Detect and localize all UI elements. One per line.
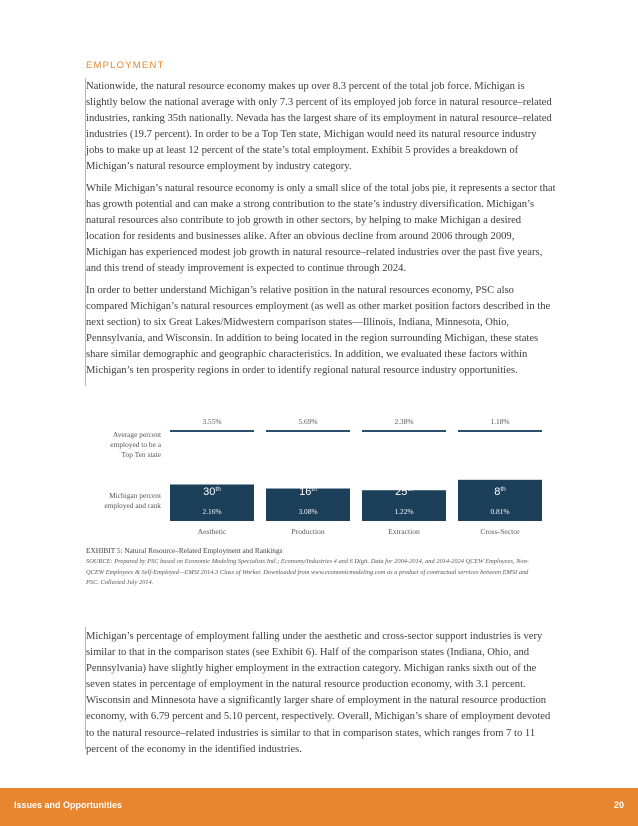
rank-label: 25th bbox=[395, 486, 413, 498]
exhibit-caption: EXHIBIT 5: Natural Resource–Related Employment and Rankings bbox=[86, 546, 283, 555]
rank-label: 8th bbox=[494, 486, 506, 498]
category-label: Cross-Sector bbox=[480, 527, 520, 536]
footer-section-title: Issues and Opportunities bbox=[14, 800, 123, 810]
rank-label: 16th bbox=[299, 486, 317, 498]
michigan-value-label: 2.16% bbox=[202, 507, 222, 516]
exhibit-source: SOURCE: Prepared by PSC based on Economic Modeling Specialists Intl.; Economy/Industries 4 and 6 Digit. Data for 2004-2014, and 2014-2024 QCEW Employees, Non-QCEW Employees & Self-Employed—EMSI 2014.3 Class of Worker. Downloaded from www.economicmodeling.com as a product of contractual services between EMSI and PSC. Collected July 2014. bbox=[86, 558, 529, 586]
category-label: Production bbox=[291, 527, 325, 536]
top-ten-line bbox=[362, 430, 446, 432]
row-label-top-ten: employed to be a bbox=[110, 440, 161, 449]
row-label-top-ten: Average percent bbox=[112, 430, 161, 439]
top-ten-line bbox=[266, 430, 350, 432]
top-ten-value-label: 5.69% bbox=[298, 417, 318, 426]
paragraph-1: Nationwide, the natural resource economy makes up over 8.3 percent of the total job force. Michigan is slightly below the national average with only 7.3 percent of its employed job force in natural resource–related industries, ranking 35th nationally. Nevada has the largest share of its employment in natural resource–related industries (19.7 percent). In order to be a Top Ten state, Michigan would need its natural resource industry jobs to make up at least 12 percent of the state’s total employment. Exhibit 5 provides a breakdown of Michigan’s natural resource employment by industry category. bbox=[86, 81, 552, 173]
section-title: EMPLOYMENT bbox=[86, 60, 165, 71]
top-ten-line bbox=[458, 430, 542, 432]
top-ten-value-label: 2.38% bbox=[394, 417, 414, 426]
michigan-value-label: 0.81% bbox=[490, 507, 510, 516]
paragraph-3: In order to better understand Michigan’s relative position in the natural resources economy, PSC also compared Michigan’s natural resources employment (as well as other market position factors described in the next section) to six Great Lakes/Midwestern comparison states—Illinois, Indiana, Minnesota, Ohio, Pennsylvania, and Wisconsin. In addition to being located in the region surrounding Michigan, these states share similar demographic and geographic characteristics. In addition, we evaluated these factors within Michigan’s ten prosperity regions in order to identify regional natural resource industry opportunities. bbox=[86, 285, 551, 377]
rank-label: 30th bbox=[203, 486, 221, 498]
category-label: Extraction bbox=[388, 527, 420, 536]
employment-chart bbox=[86, 410, 556, 540]
page-number: 20 bbox=[613, 800, 624, 810]
michigan-value-label: 1.22% bbox=[394, 507, 414, 516]
paragraph-2: While Michigan’s natural resource economy is only a small slice of the total jobs pie, it represents a sector that has growth potential and can make a strong contribution to the state’s industry diversification. Michigan’s natural resources also contribute to job growth in other sectors, by helping to make Michigan a desired location for residents and businesses alike. After an obvious decline from around 2006 through 2009, Michigan has experienced modest job growth in natural resource–related industries over the past five years, and this trend of steady improvement is expected to continue through 2024. bbox=[86, 183, 556, 275]
row-label-michigan: Michigan percent bbox=[109, 491, 161, 500]
category-label: Aesthetic bbox=[197, 527, 227, 536]
top-ten-line bbox=[170, 430, 254, 432]
footer-bar bbox=[0, 788, 638, 826]
top-ten-value-label: 1.18% bbox=[490, 417, 510, 426]
row-label-michigan: employed and rank bbox=[104, 501, 161, 510]
michigan-value-label: 3.08% bbox=[298, 507, 318, 516]
paragraph-4: Michigan’s percentage of employment falling under the aesthetic and cross-sector support industries is very similar to that in the comparison states (see Exhibit 6). Half of the comparison states (Indiana, Ohio, and Pennsylvania) have slightly higher employment in the extraction category. Michigan ranks sixth out of the seven states in percentage of employment in the natural resource production economy, with 3.1 percent. Wisconsin and Minnesota have a significantly larger share of employment in the natural resource production economy, with 6.79 percent and 5.10 percent, respectively. Overall, Michigan’s share of employment devoted to the natural resource–related industries is similar to that in comparison states, which ranges from 7 to 11 percent of the economy in the identified industries. bbox=[86, 631, 551, 755]
top-ten-value-label: 3.55% bbox=[202, 417, 222, 426]
row-label-top-ten: Top Ten state bbox=[121, 450, 161, 459]
